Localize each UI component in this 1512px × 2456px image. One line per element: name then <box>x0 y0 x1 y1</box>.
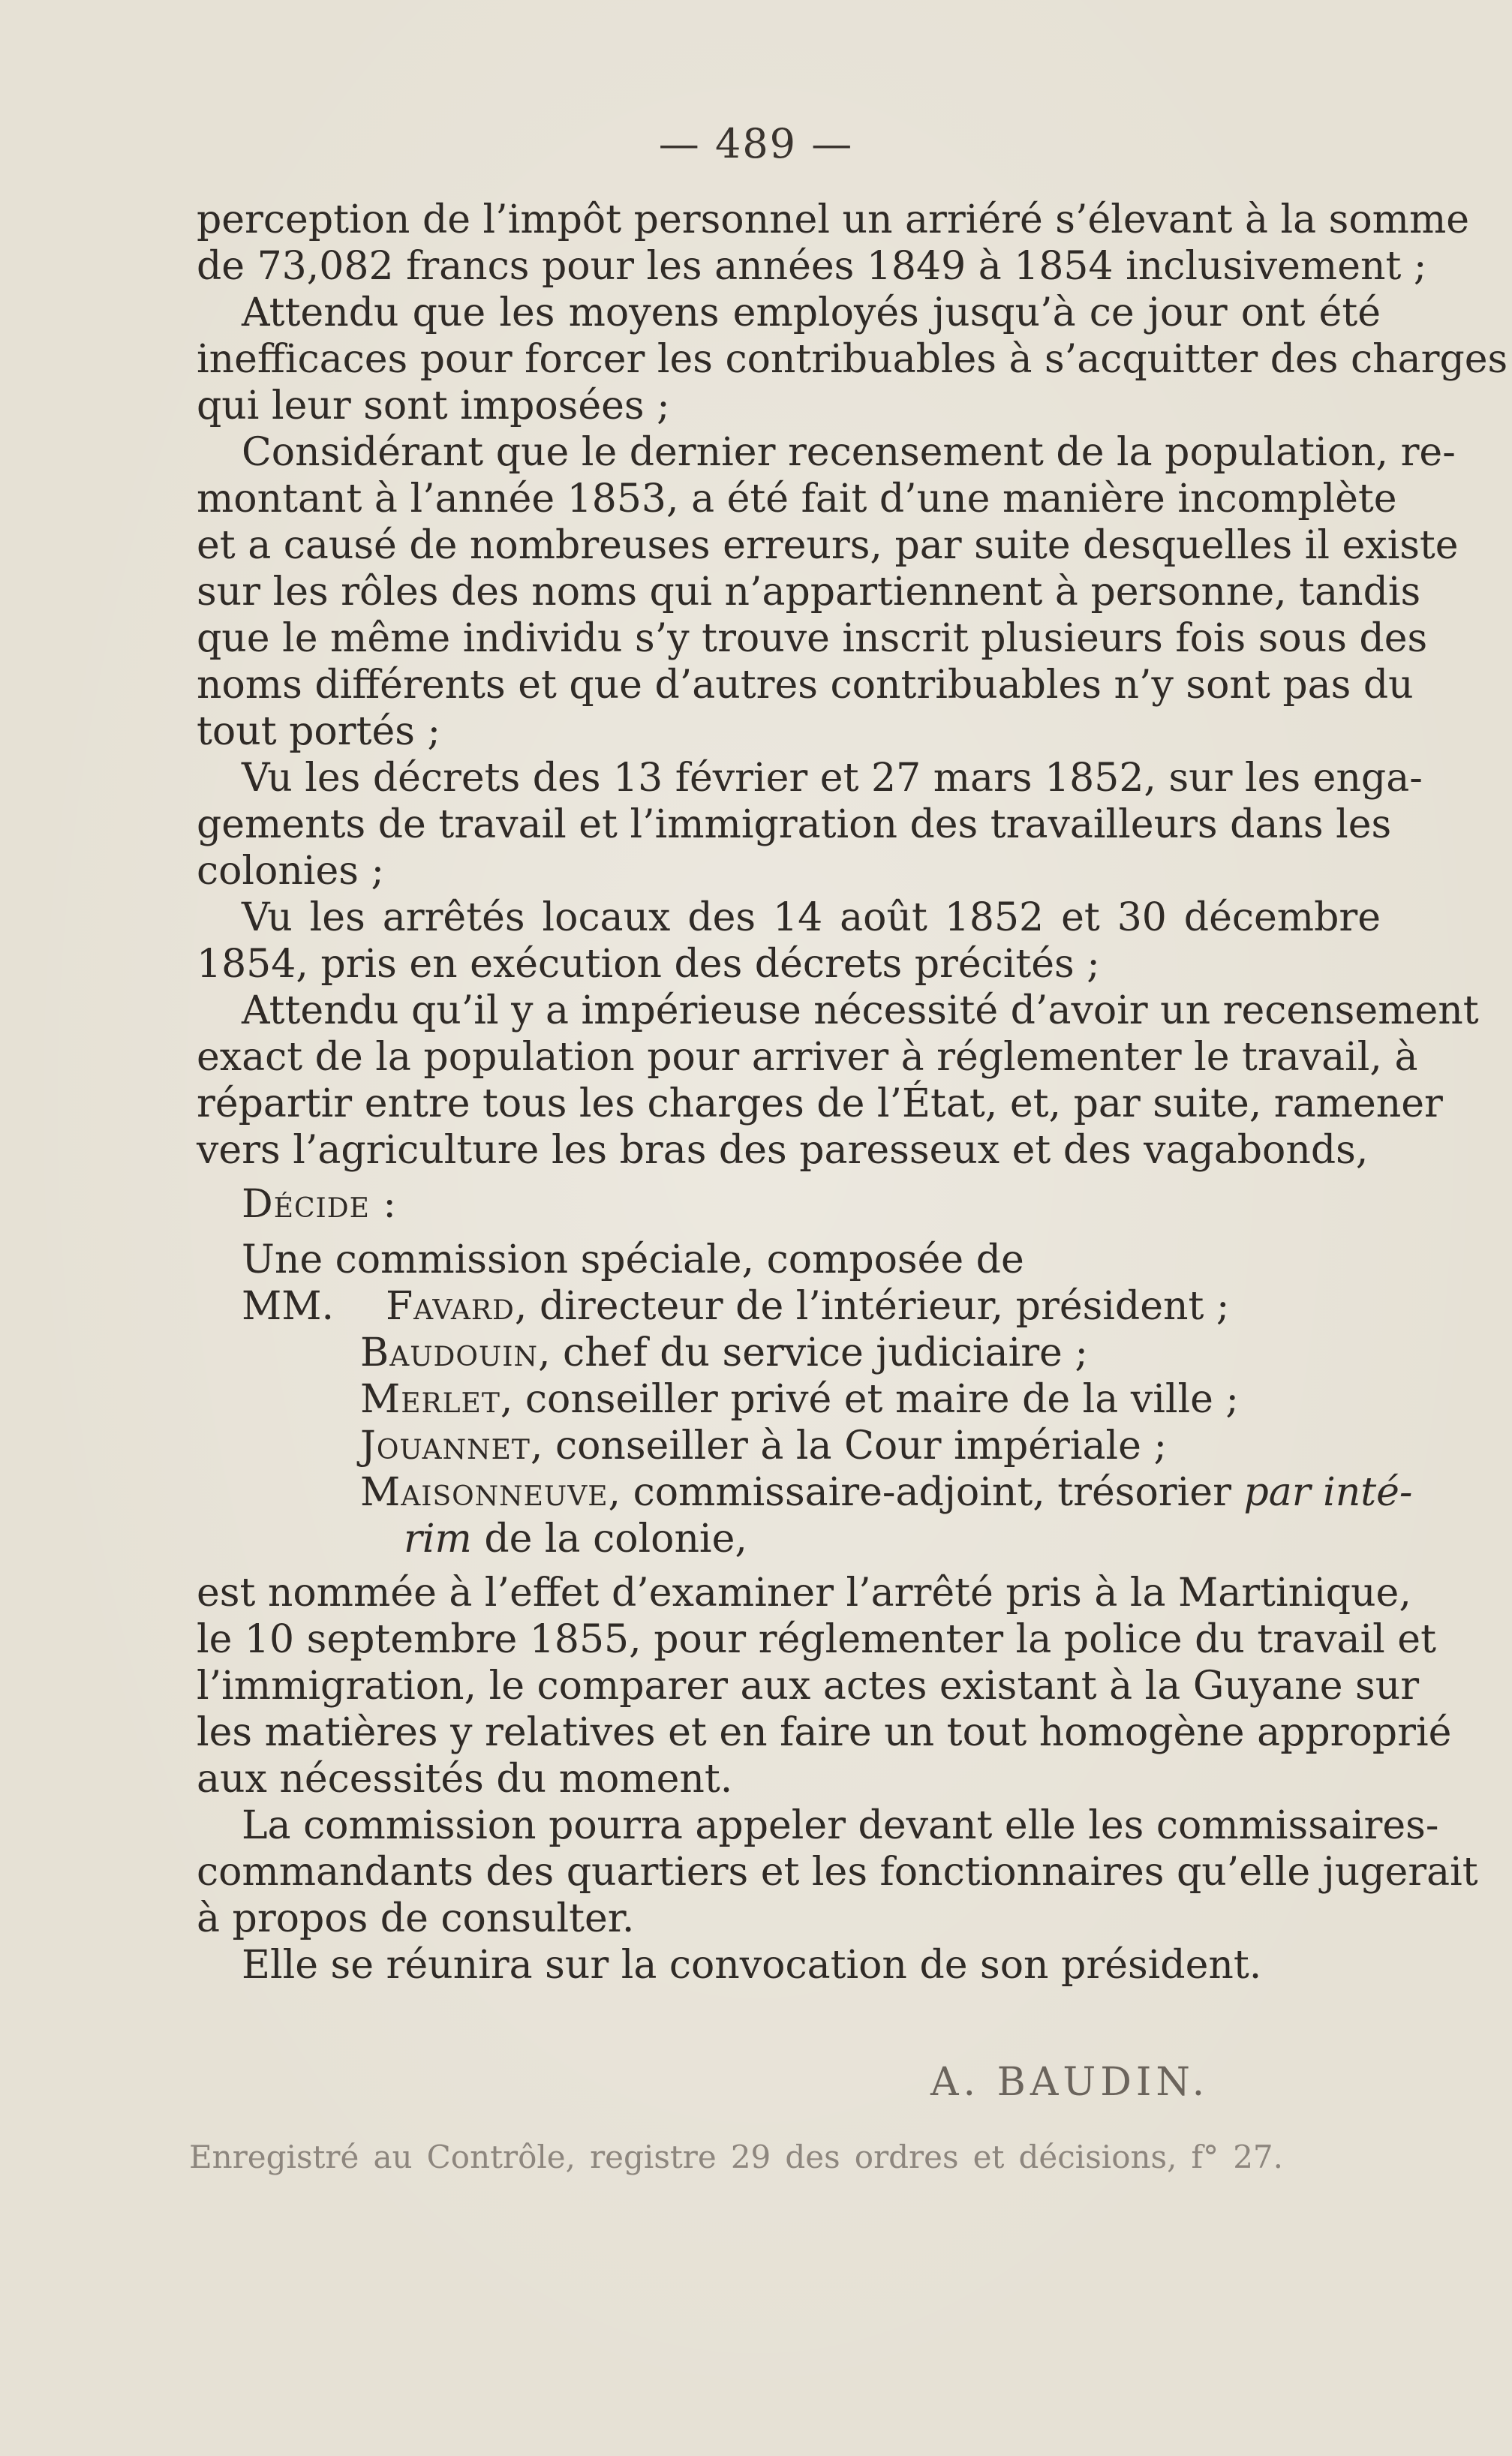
text-line: colonies ; <box>197 849 384 894</box>
member-line <box>360 1423 1381 1469</box>
text-line: perception de l’impôt personnel un arriéré s’élevant à la somme <box>197 197 1470 242</box>
text-line: Vu les décrets des 13 février et 27 mars 1852, sur les enga- <box>242 756 1423 801</box>
text-line: aux nécessités du moment. <box>197 1757 733 1802</box>
text-line: le 10 septembre 1855, pour réglementer la police du travail et <box>197 1617 1436 1662</box>
page-number: — 489 — <box>658 120 854 167</box>
text-line: La commission pourra appeler devant elle les commissaires- <box>242 1803 1439 1848</box>
text-line: exact de la population pour arriver à réglementer le travail, à <box>197 1035 1418 1080</box>
member-line <box>360 1330 1381 1376</box>
member-continuation <box>404 1516 1381 1562</box>
text-line: répartir entre tous les charges de l’État, et, par suite, ramener <box>197 1081 1443 1126</box>
text-line: qui leur sont imposées ; <box>197 383 670 428</box>
text-line: tout portés ; <box>197 709 440 754</box>
member-role-italic: par inté- <box>1243 1470 1413 1515</box>
text-line: commandants des quartiers et les fonctionnaires qu’elle jugerait <box>197 1850 1478 1895</box>
text-line: à propos de consulter. <box>197 1896 635 1941</box>
commission-intro: Une commission spéciale, composée de <box>242 1237 1024 1282</box>
member-continuation-text: de la colonie, <box>471 1517 747 1562</box>
member-role: , commissaire-adjoint, trésorier <box>608 1470 1244 1515</box>
text-line: Elle se réunira sur la convocation de son président. <box>242 1943 1262 1988</box>
member-role: , directeur de l’intérieur, président ; <box>514 1284 1230 1329</box>
text-line: les matières y relatives et en faire un tout homogène approprié <box>197 1710 1452 1755</box>
member-name: Favard <box>386 1284 515 1329</box>
text-line: noms différents et que d’autres contribuables n’y sont pas du <box>197 663 1414 708</box>
text-line: de 73,082 francs pour les années 1849 à 1854 inclusivement ; <box>197 244 1427 289</box>
text-line: et a causé de nombreuses erreurs, par suite desquelles il existe <box>197 523 1459 568</box>
text-line: Attendu qu’il y a impérieuse nécessité d’avoir un recensement <box>242 988 1479 1033</box>
text-line: Attendu que les moyens employés jusqu’à ce jour ont été <box>242 290 1381 335</box>
member-name: Baudouin <box>360 1330 538 1375</box>
text-line: l’immigration, le comparer aux actes existant à la Guyane sur <box>197 1664 1420 1709</box>
member-line <box>242 1283 1381 1330</box>
text-line: est nommée à l’effet d’examiner l’arrêté pris à la Martinique, <box>197 1571 1411 1616</box>
member-role: , conseiller privé et maire de la ville ; <box>500 1377 1239 1422</box>
registration-note: Enregistré au Contrôle, registre 29 des ordres et décisions, f° 27. <box>189 2139 1283 2175</box>
text-line: vers l’agriculture les bras des paresseux et des vagabonds, <box>197 1128 1369 1173</box>
text-line: gements de travail et l’immigration des travailleurs dans les <box>197 802 1392 847</box>
member-role: , chef du service judiciaire ; <box>538 1330 1088 1375</box>
text-line: montant à l’année 1853, a été fait d’une manière incomplète <box>197 476 1397 522</box>
member-continuation-italic: rim <box>404 1517 472 1562</box>
text-line: 1854, pris en exécution des décrets précités ; <box>197 942 1100 987</box>
text-line: Considérant que le dernier recensement de la population, re- <box>242 430 1456 475</box>
text-line: inefficaces pour forcer les contribuables à s’acquitter des charges <box>197 337 1508 382</box>
text-line: que le même individu s’y trouve inscrit plusieurs fois sous des <box>197 616 1428 661</box>
member-role: , conseiller à la Cour impériale ; <box>530 1423 1167 1468</box>
member-name: Jouannet <box>360 1423 531 1468</box>
members-prefix: MM. <box>242 1284 335 1329</box>
signature: A. BAUDIN. <box>930 2060 1210 2105</box>
member-name: Merlet <box>360 1377 500 1422</box>
member-name: Maisonneuve <box>360 1470 609 1515</box>
decide-heading: Décide : <box>242 1182 397 1227</box>
member-line <box>360 1469 1413 1516</box>
member-line <box>360 1376 1381 1423</box>
text-line: Vu les arrêtés locaux des 14 août 1852 et 30 décembre <box>242 895 1381 940</box>
text-line: sur les rôles des noms qui n’appartiennent à personne, tandis <box>197 570 1421 615</box>
